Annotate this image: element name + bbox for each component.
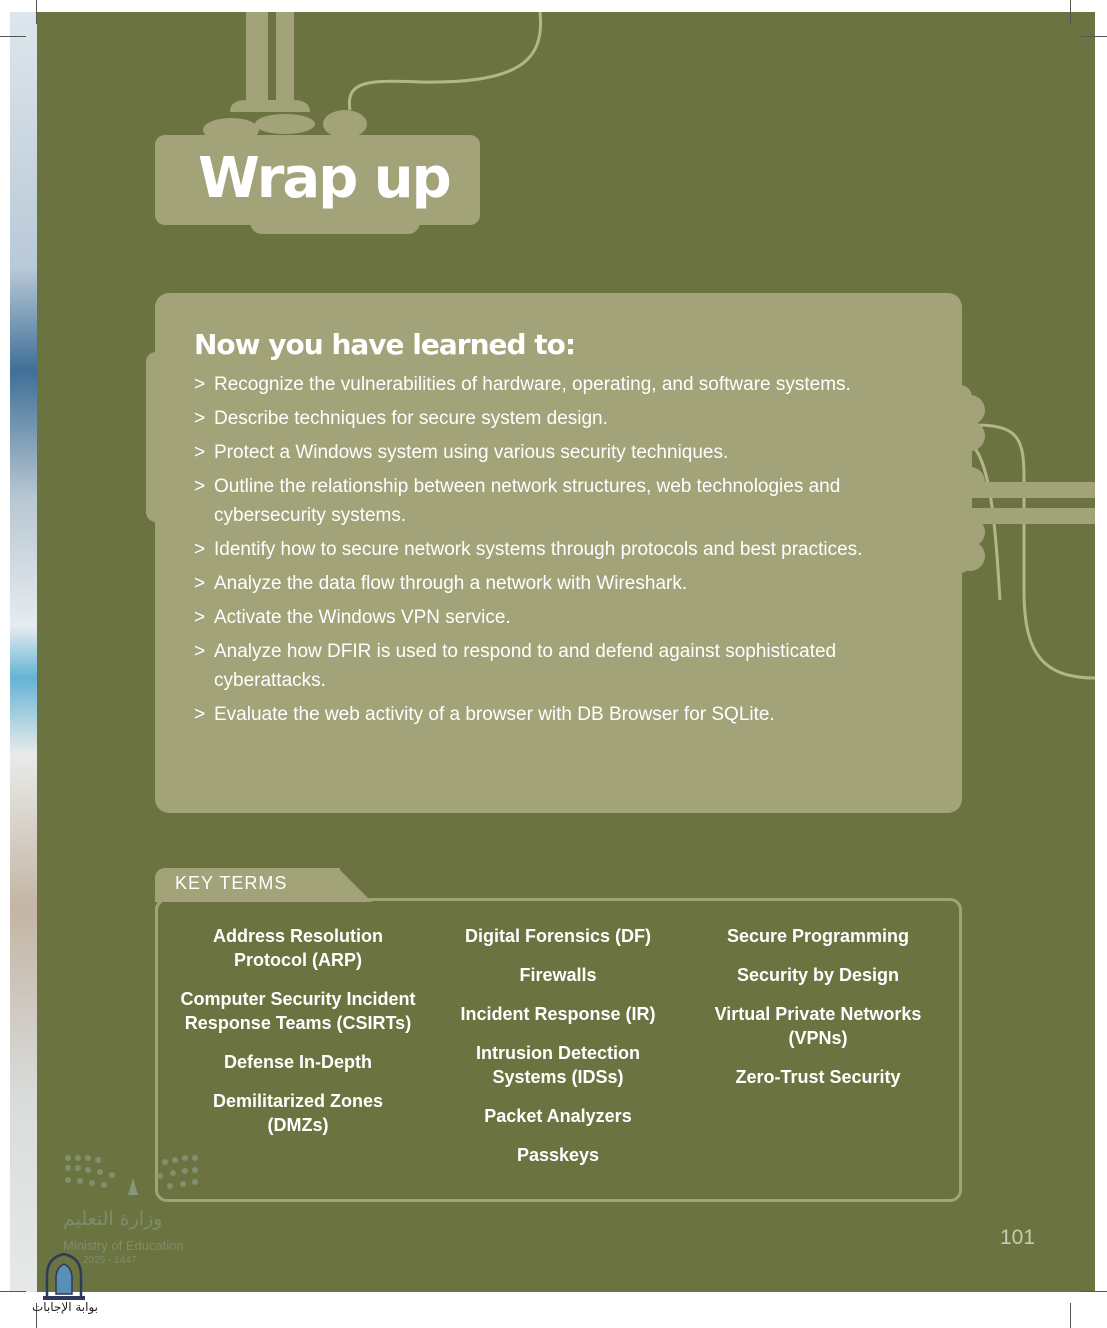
chevron-right-icon: >	[194, 476, 206, 497]
chevron-right-icon: >	[194, 408, 206, 429]
chevron-right-icon: >	[194, 442, 206, 463]
key-term: Intrusion Detection Systems (IDSs)	[475, 1043, 640, 1087]
ministry-name-arabic: وزارة التعليم	[63, 1208, 163, 1230]
page-title: Wrap up	[198, 146, 450, 211]
chevron-right-icon: >	[194, 539, 206, 560]
learned-item-text: Evaluate the web activity of a browser with DB Browser for SQLite.	[214, 704, 775, 725]
learned-item-text: Recognize the vulnerabilities of hardware, operating, and software systems.	[214, 374, 851, 395]
portal-name: بوابة الإجابات	[32, 1300, 99, 1314]
learned-heading: Now you have learned to:	[194, 328, 576, 361]
chevron-right-icon: >	[194, 704, 206, 725]
key-term: Digital Forensics (DF)	[464, 926, 652, 946]
learned-item-text: Outline the relationship between network structures, web technologies and cybersecurity systems.	[214, 476, 841, 526]
key-term: Address Resolution Protocol (ARP)	[212, 926, 384, 970]
key-term: Security by Design	[736, 965, 900, 985]
ministry-name-english: Ministry of Education	[63, 1238, 184, 1253]
page-number: 101	[1000, 1226, 1036, 1249]
learned-item-text: Analyze the data flow through a network with Wireshark.	[214, 573, 688, 594]
learned-item-text: Describe techniques for secure system design.	[214, 408, 608, 429]
learned-item-text: Protect a Windows system using various security techniques.	[214, 442, 729, 463]
key-term: Demilitarized Zones (DMZs)	[212, 1091, 384, 1135]
key-term: Firewalls	[519, 965, 597, 985]
chevron-right-icon: >	[194, 641, 206, 662]
learned-item-text: Identify how to secure network systems through protocols and best practices.	[214, 539, 863, 560]
key-term: Passkeys	[516, 1145, 600, 1165]
learned-item-text: Analyze how DFIR is used to respond to and defend against sophisticated cyberattacks.	[214, 641, 837, 691]
key-term: Secure Programming	[726, 926, 910, 946]
key-term: Zero-Trust Security	[735, 1067, 901, 1087]
chevron-right-icon: >	[194, 573, 206, 594]
key-term: Computer Security Incident Response Teams (CSIRTs)	[180, 989, 416, 1033]
chevron-right-icon: >	[194, 374, 206, 395]
chevron-right-icon: >	[194, 607, 206, 628]
learned-item-text: Activate the Windows VPN service.	[214, 607, 511, 628]
ministry-year: 2025 - 1447	[83, 1255, 137, 1266]
key-term: Virtual Private Networks (VPNs)	[714, 1004, 922, 1048]
key-term: Incident Response (IR)	[460, 1004, 656, 1024]
key-term: Packet Analyzers	[484, 1106, 632, 1126]
key-term: Defense In-Depth	[223, 1052, 373, 1072]
key-terms-label: KEY TERMS	[175, 873, 288, 893]
